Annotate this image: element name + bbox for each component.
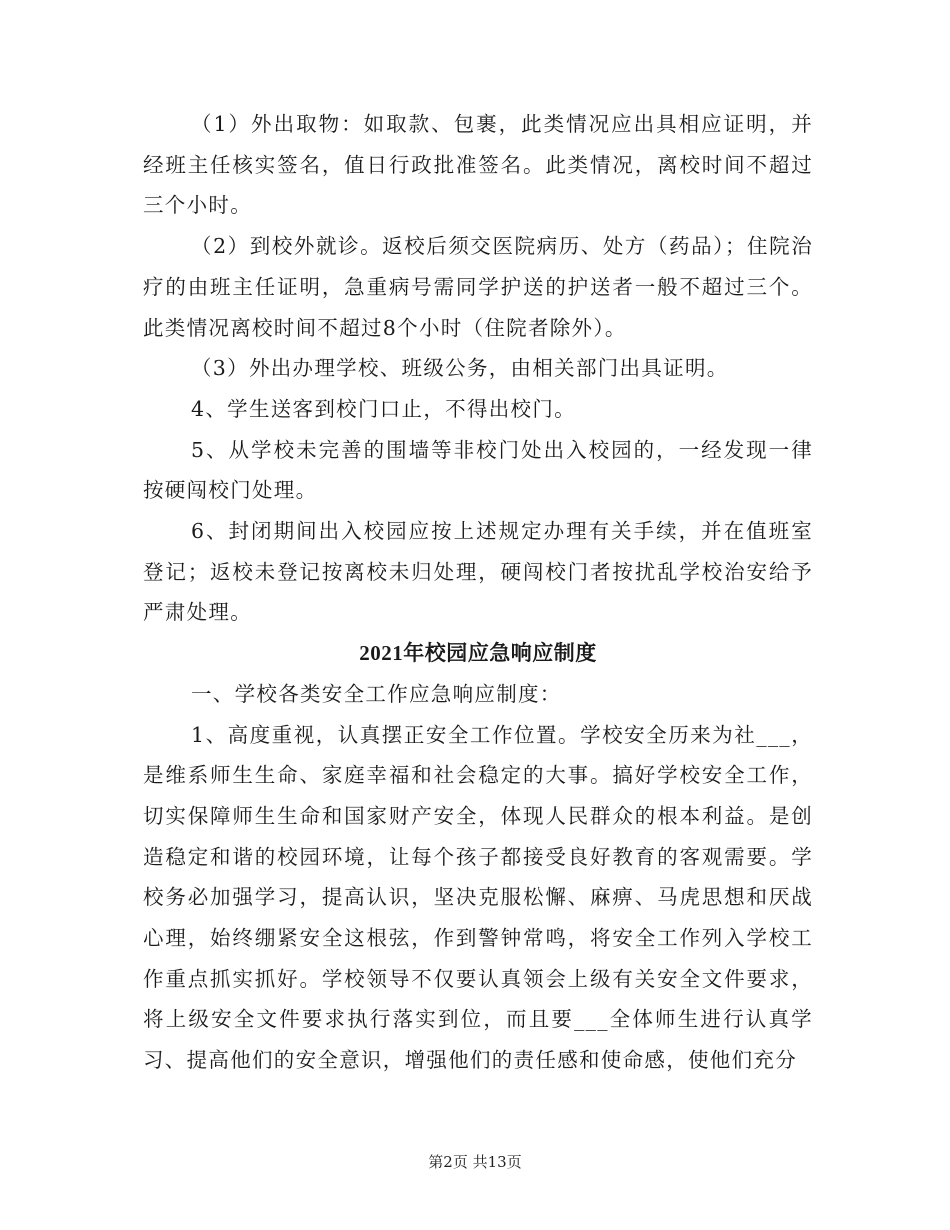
paragraph-rule-5: 5、从学校未完善的围墙等非校门处出入校园的，一经发现一律按硬闯校门处理。 bbox=[143, 437, 813, 503]
page-body bbox=[143, 104, 813, 1081]
paragraph-section-one-item-1: 1、高度重视，认真摆正安全工作位置。学校安全历来为社___，是维系师生生命、家庭幸福和社会稳定的大事。搞好学校安全工作，切实保障师生生命和国家财产安全，体现人民群众的根本利益。是创造稳定和谐的校园环境，让每个孩子都接受良好教育的客观需要。学校务必加强学习，提高认识，坚决克服松懈、麻痹、马虎思想和厌战心理，始终绷紧安全这根弦，作到警钟常鸣，将安全工作列入学校工作重点抓实抓好。学校领导不仅要认真领会上级有关安全文件要求，将上级安全文件要求执行落实到位，而且要___全体师生进行认真学习、提高他们的安全意识，增强他们的责任感和使命感，使他们充分 bbox=[143, 722, 813, 1073]
page-footer: 第2页 共13页 bbox=[428, 1153, 522, 1171]
paragraph-rule-6: 6、封闭期间出入校园应按上述规定办理有关手续，并在值班室登记；返校未登记按离校未归处理，硬闯校门者按扰乱学校治安给予严肃处理。 bbox=[143, 519, 813, 625]
section-title: 2021年校园应急响应制度 bbox=[359, 641, 597, 666]
paragraph-rule-4: 4、学生送客到校门口止，不得出校门。 bbox=[191, 396, 576, 421]
paragraph-section-one: 一、学校各类安全工作应急响应制度： bbox=[191, 681, 562, 706]
paragraph-item-1-pickup: （1）外出取物：如取款、包裹，此类情况应出具相应证明，并经班主任核实签名，值日行政批准签名。此类情况，离校时间不超过三个小时。 bbox=[143, 112, 813, 218]
paragraph-item-2-medical: （2）到校外就诊。返校后须交医院病历、处方（药品）；住院治疗的由班主任证明，急重病号需同学护送的护送者一般不超过三个。此类情况离校时间不超过8个小时（住院者除外）。 bbox=[143, 234, 813, 340]
paragraph-item-3-official: （3）外出办理学校、班级公务，由相关部门出具证明。 bbox=[191, 356, 729, 381]
